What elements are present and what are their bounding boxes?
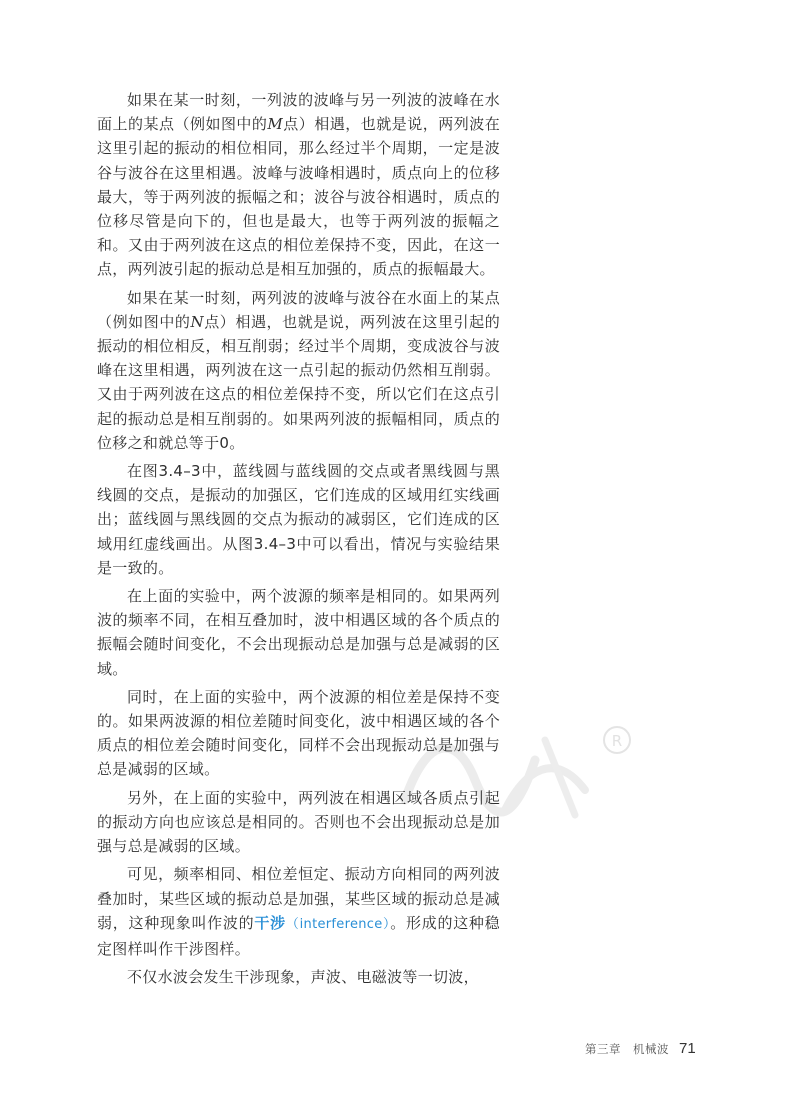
paragraph-1 — [97, 88, 500, 282]
point-n-label: N — [190, 312, 204, 331]
term-interference-english: （interference） — [285, 916, 391, 932]
point-m-label: M — [267, 115, 284, 134]
term-interference: 干涉 — [254, 913, 286, 932]
page-footer — [585, 1040, 696, 1060]
paragraph-1-part1: 如果在某一时刻，一列波的波峰与另一列波的波峰在水面上的某点（例如图中的 — [97, 91, 500, 134]
paragraph-7 — [97, 862, 500, 961]
paragraph-5: 同时，在上面的实验中，两个波源的相位差是保持不变的。如果两波源的相位差随时间变化，波中相遇区域的各个质点的相位差会随时间变化，同样不会出现振动总是加强与总是减弱的区域。 — [97, 687, 500, 779]
paragraph-7-part1: 可见，频率相同、相位差恒定、振动方向相同的两列波叠加时，某些区域的振动总是加强，某些区域的振动总是减弱，这种现象叫作波的 — [97, 865, 500, 932]
paragraph-4: 在上面的实验中，两个波源的频率是相同的。如果两列波的频率不同，在相互叠加时，波中相遇区域的各个质点的振幅会随时间变化，不会出现振动总是加强与总是减弱的区域。 — [97, 587, 500, 678]
paragraph-8: 不仅水波会发生干涉现象，声波、电磁波等一切波， — [127, 968, 479, 987]
paragraph-3: 在图3.4–3中，蓝线圆与蓝线圆的交点或者黑线圆与黑线圆的交点，是振动的加强区，它们连成的区域用红实线画出；蓝线圆与黑线圆的交点为振动的减弱区，它们连成的区域用红虚线画出。从图3.4–3中可以看出，情况与实验结果是一致的。 — [97, 462, 500, 577]
paragraph-6: 另外，在上面的实验中，两列波在相遇区域各质点引起的振动方向也应该总是相同的。否则也不会出现振动总是加强与总是减弱的区域。 — [97, 788, 500, 856]
paragraph-2 — [97, 286, 500, 455]
paragraph-2-part1: 如果在某一时刻，两列波的波峰与波谷在水面上的某点（例如图中的 — [97, 288, 500, 331]
page-number: 71 — [679, 1040, 696, 1057]
svg-text:R: R — [611, 732, 623, 750]
chapter-title: 第三章 机械波 — [585, 1042, 669, 1056]
body-text — [97, 88, 500, 993]
paragraph-1-part2: 点）相遇，也就是说，两列波在这里引起的振动的相位相同，那么经过半个周期，一定是波谷与波谷在这里相遇。波峰与波峰相遇时，质点向上的位移最大，等于两列波的振幅之和；波谷与波谷相遇时，质点的位移尽管是向下的，但也是最大，也等于两列波的振幅之和。又由于两列波在这点的相位差保持不变，因此，在这一点，两列波引起的振动总是相互加强的，质点的振幅最大。 — [97, 115, 500, 279]
paragraph-7-part2: 。形成的这种稳定图样叫作干涉图样。 — [97, 913, 500, 958]
paragraph-2-part2: 点）相遇，也就是说，两列波在这里引起的振动的相位相反，相互削弱；经过半个周期，变成波谷与波峰在这里相遇，两列波在这一点引起的振动仍然相互削弱。又由于两列波在这点的相位差保持不变，所以它们在这点引起的振动总是相互削弱的。如果两列波的振幅相同，质点的位移之和就总等于0。 — [97, 312, 500, 452]
